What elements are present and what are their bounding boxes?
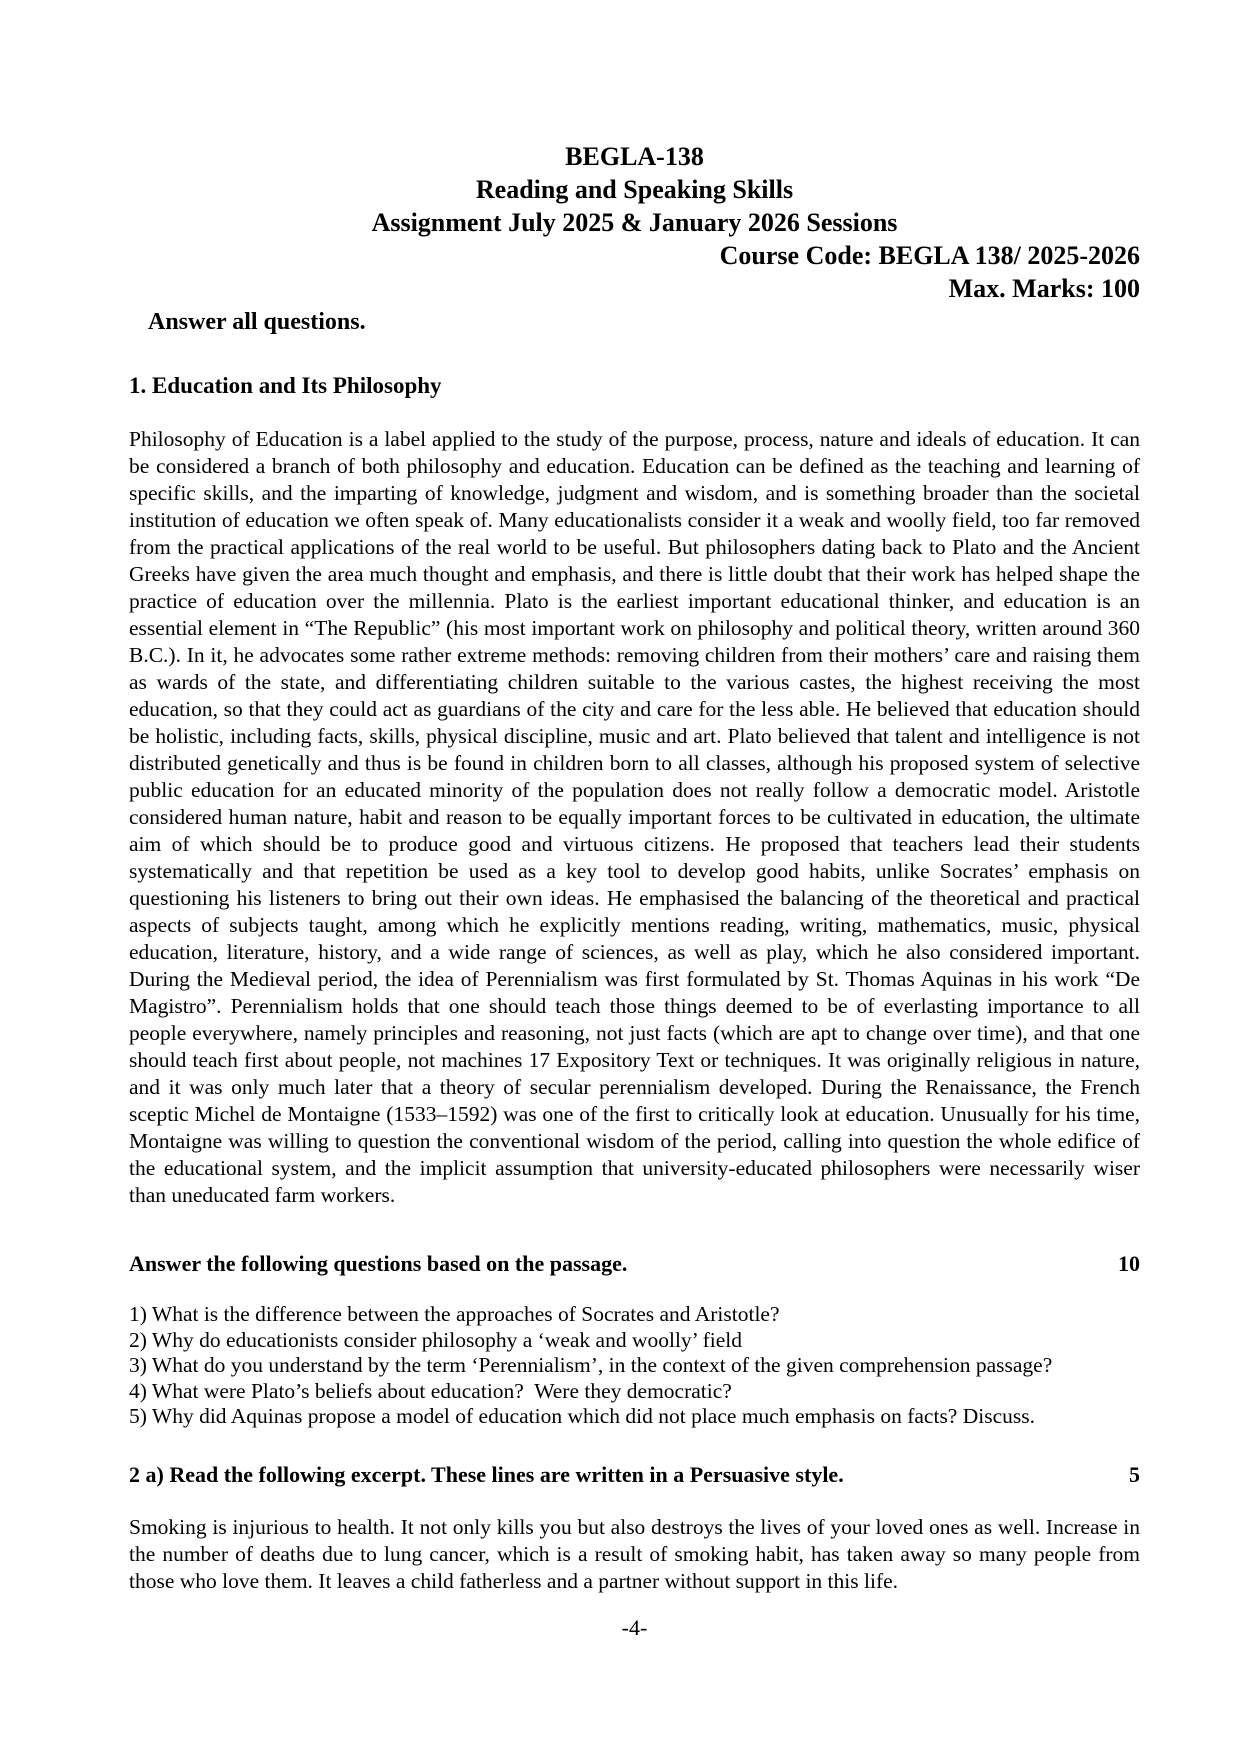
questions-heading: Answer the following questions based on the passage. (129, 1251, 628, 1276)
answer-all-instruction: Answer all questions. (148, 309, 366, 335)
section1-heading: 1. Education and Its Philosophy (129, 373, 442, 398)
questions-list (129, 1302, 1140, 1430)
section2-heading-row (129, 1461, 1140, 1489)
page-footer (129, 1614, 1140, 1641)
questions-heading-row (129, 1250, 1140, 1278)
question-item-2: 2) Why do educationists consider philosophy a ‘weak and woolly’ field (129, 1327, 743, 1352)
question-item-4: 4) What were Plato’s beliefs about education? Were they democratic? (129, 1378, 732, 1403)
excerpt-text: Smoking is injurious to health. It not only kills you but also destroys the lives of your loved ones as well. Increase in the number of deaths due to lung cancer, which is a result of smoking habit, has taken away so many people from those who love them. It leaves a child fatherless and a partner without support in this life. (129, 1514, 1140, 1593)
session-line: Assignment July 2025 & January 2026 Sessions (371, 208, 898, 237)
page-number: -4- (621, 1614, 648, 1640)
questions-marks: 10 (1118, 1251, 1140, 1276)
section-education-philosophy (129, 371, 1140, 1430)
section2-heading: 2 a) Read the following excerpt. These lines are written in a Persuasive style. (129, 1461, 844, 1487)
max-marks-line: Max. Marks: 100 (948, 274, 1140, 303)
passage-text: Philosophy of Education is a label applied to the study of the purpose, process, nature and ideals of education. It can be considered a branch of both philosophy and education. Education can be defined as the teaching and learning of specific skills, and the imparting of knowledge, judgment and wisdom, and is something broader than the societal institution of education we often speak of. Many educationalists consider it a weak and woolly field, too far removed from the practical applications of the real world to be useful. But philosophers dating back to Plato and the Ancient Greeks have given the area much thought and emphasis, and there is little doubt that their work has helped shape the practice of education over the millennia. Plato is the earliest important educational thinker, and education is an essential element in “The Republic” (his most important work on philosophy and political theory, written around 360 B.C.). In it, he advocates some rather extreme methods: removing children from their mothers’ care and raising them as wards of the state, and differentiating children suitable to the various castes, the highest receiving the most education, so that they could act as guardians of the city and care for the less able. He believed that education should be holistic, including facts, skills, physical discipline, music and art. Plato believed that talent and intelligence is not distributed genetically and thus is be found in children born to all classes, although his proposed system of selective public education for an educated minority of the population does not really follow a democratic model. Aristotle considered human nature, habit and reason to be equally important forces to be cultivated in education, the ultimate aim of which should be to produce good and virtuous citizens. He proposed that teachers lead their students systematically and that repetition be used as a key tool to develop good habits, unlike Socrates’ emphasis on questioning his listeners to bring out their own ideas. He emphasised the balancing of the theoretical and practical aspects of subjects taught, among which he explicitly mentions reading, writing, mathematics, music, physical education, literature, history, and a wide range of sciences, as well as play, which he also considered important. During the Medieval period, the idea of Perennialism was first formulated by St. Thomas Aquinas in his work “De Magistro”. Perennialism holds that one should teach those things deemed to be of everlasting importance to all people everywhere, namely principles and reasoning, not just facts (which are apt to change over time), and that one should teach first about people, not machines 17 Expository Text or techniques. It was originally religious in nature, and it was only much later that a theory of secular perennialism developed. During the Renaissance, the French sceptic Michel de Montaigne (1533–1592) was one of the first to critically look at education. Unusually for his time, Montaigne was willing to question the conventional wisdom of the period, calling into question the whole edifice of the educational system, and the implicit assumption that university-educated philosophers were necessarily wiser than uneducated farm workers. (129, 427, 1140, 1207)
course-number: BEGLA-138 (565, 142, 704, 171)
question-item-1: 1) What is the difference between the approaches of Socrates and Aristotle? (129, 1302, 780, 1326)
course-code-line: Course Code: BEGLA 138/ 2025-2026 (719, 241, 1140, 270)
course-title: Reading and Speaking Skills (475, 175, 794, 204)
question-item-3: 3) What do you understand by the term ‘Perennialism’, in the context of the given comprehension passage? (129, 1353, 1053, 1377)
section-persuasive-excerpt (129, 1461, 1140, 1595)
question-item-5: 5) Why did Aquinas propose a model of education which did not place much emphasis on facts? Discuss. (129, 1404, 1035, 1428)
document-header (129, 140, 1140, 339)
section2-marks: 5 (1129, 1461, 1140, 1487)
